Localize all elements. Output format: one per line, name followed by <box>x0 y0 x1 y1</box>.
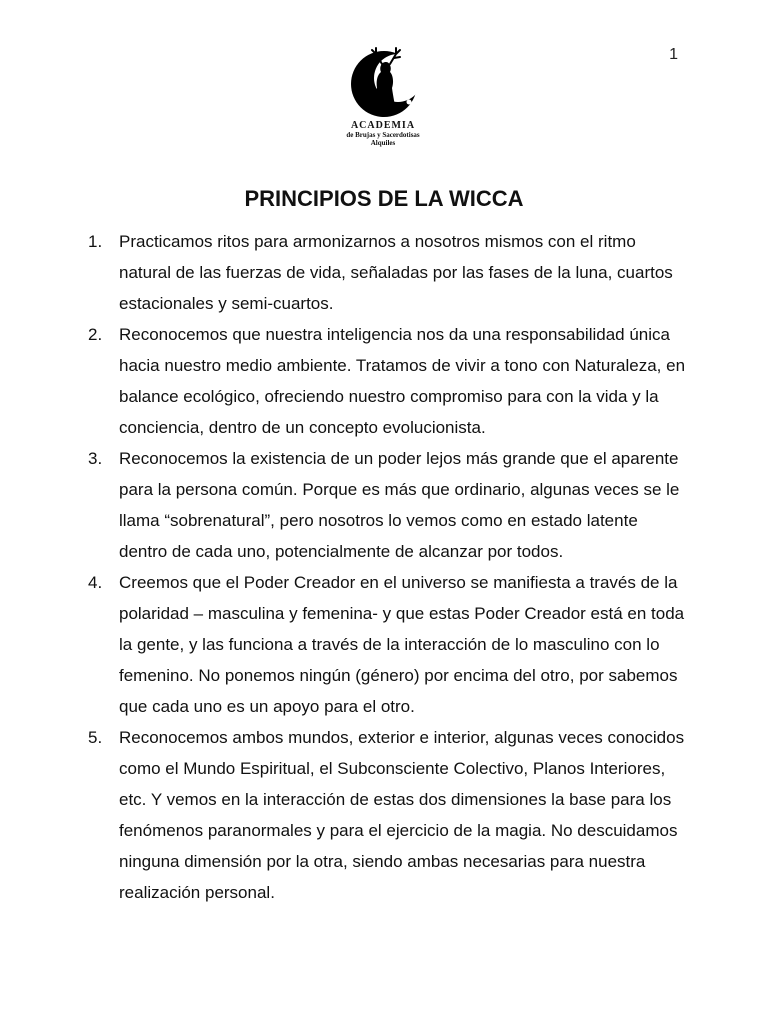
list-item-text: Creemos que el Poder Creador en el universo se manifiesta a través de la polaridad – masculina y femenina- y que estas Poder Creador está en toda la gente, y las funciona a través de la interacción de lo masculino con lo femenino. No ponemos ningún (género) por encima del otro, por sabemos que cada uno es un apoyo para el otro. <box>119 573 685 716</box>
page-number: 1 <box>669 46 678 63</box>
list-item-text: Reconocemos la existencia de un poder lejos más grande que el aparente para la persona común. Porque es más que ordinario, algunas veces se le llama “sobrenatural”, pero nosotros lo vemos como en estado latente dentro de cada uno, potencialmente de alcanzar por todos. <box>119 449 680 561</box>
list-item-text: Practicamos ritos para armonizarnos a nosotros mismos con el ritmo natural de las fuerzas de vida, señaladas por las fases de la luna, cuartos estacionales y semi-cuartos. <box>119 232 673 313</box>
logo-subtitle-line2: Alquiles <box>370 139 396 147</box>
list-item <box>88 567 688 722</box>
list-item-text: Reconocemos ambos mundos, exterior e interior, algunas veces conocidos como el Mundo Espiritual, el Subconsciente Colectivo, Planos Interiores, etc. Y vemos en la interacción de estas dos dimensiones la base para los fenómenos paranormales y para el ejercicio de la magia. No descuidamos ninguna dimensión por la otra, siendo ambas necesarias para nuestra realización personal. <box>119 728 685 902</box>
principles-list <box>88 226 688 908</box>
list-item-number: 2. <box>88 325 103 344</box>
moon-witch-emblem-icon <box>346 44 420 118</box>
list-item-number: 3. <box>88 449 103 468</box>
list-item-text: Reconocemos que nuestra inteligencia nos da una responsabilidad única hacia nuestro medio ambiente. Tratamos de vivir a tono con Naturaleza, en balance ecológico, ofreciendo nuestro compromiso para con la vida y la conciencia, dentro de un concepto evolucionista. <box>119 325 686 437</box>
logo-subtitle: de Brujas y Sacerdotisas <box>346 131 420 139</box>
list-item-number: 4. <box>88 573 103 592</box>
list-item-number: 1. <box>88 232 103 251</box>
academy-logo <box>330 44 436 147</box>
list-item <box>88 443 688 567</box>
list-item <box>88 319 688 443</box>
logo-title: ACADEMIA <box>350 120 416 131</box>
document-title: PRINCIPIOS DE LA WICCA <box>244 186 524 211</box>
list-item <box>88 226 688 319</box>
list-item <box>88 722 688 908</box>
list-item-number: 5. <box>88 728 103 747</box>
